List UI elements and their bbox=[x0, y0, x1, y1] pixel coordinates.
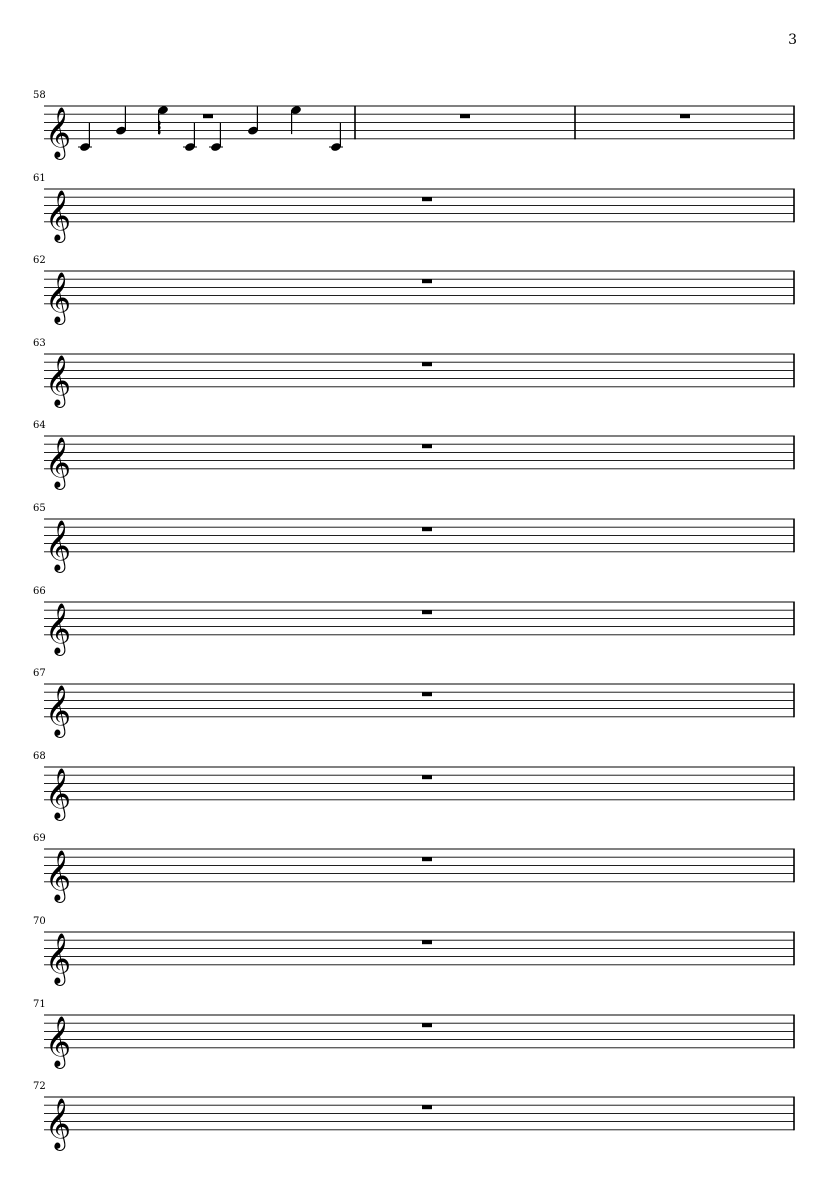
staff-lines bbox=[44, 189, 794, 222]
staff-system bbox=[0, 916, 835, 984]
staff-system bbox=[0, 750, 835, 819]
svg-text:𝄞: 𝄞 bbox=[45, 189, 72, 241]
staff-system bbox=[0, 337, 835, 406]
staff-lines bbox=[44, 106, 794, 139]
treble-clef-icon bbox=[45, 437, 71, 490]
staff-system bbox=[0, 420, 835, 489]
whole-rest bbox=[422, 362, 432, 366]
note bbox=[183, 123, 197, 152]
staff bbox=[0, 98, 835, 158]
svg-text:𝄞: 𝄞 bbox=[45, 602, 72, 654]
staff-lines bbox=[44, 271, 794, 304]
measure-number: 62 bbox=[33, 255, 46, 267]
svg-text:𝄞: 𝄞 bbox=[45, 437, 72, 489]
whole-rest bbox=[422, 197, 432, 201]
staff-system bbox=[0, 255, 835, 323]
treble-clef-icon bbox=[45, 107, 71, 160]
staff-system bbox=[0, 585, 835, 654]
svg-text:𝄞: 𝄞 bbox=[45, 850, 72, 902]
measure-number: 69 bbox=[33, 833, 46, 845]
note bbox=[115, 107, 127, 136]
staff-system bbox=[0, 90, 835, 158]
staff-lines bbox=[44, 932, 794, 965]
treble-clef-icon bbox=[45, 933, 71, 986]
rest bbox=[203, 114, 213, 118]
svg-text:𝄞: 𝄞 bbox=[45, 519, 72, 571]
treble-clef-icon bbox=[45, 1015, 71, 1068]
whole-rest bbox=[460, 114, 470, 118]
staff bbox=[0, 759, 835, 819]
staff bbox=[0, 428, 835, 488]
staff bbox=[0, 1089, 835, 1149]
staff-lines bbox=[44, 849, 794, 882]
staff-lines bbox=[44, 684, 794, 717]
note bbox=[209, 123, 223, 152]
treble-clef-icon bbox=[45, 850, 71, 903]
note bbox=[157, 105, 169, 134]
staff bbox=[0, 511, 835, 571]
staff-lines bbox=[44, 354, 794, 387]
measure-number: 64 bbox=[33, 420, 46, 432]
staff-lines bbox=[44, 602, 794, 635]
staff bbox=[0, 263, 835, 323]
measure-number: 65 bbox=[33, 503, 46, 514]
staff-lines bbox=[44, 519, 794, 552]
svg-text:𝄞: 𝄞 bbox=[45, 932, 72, 984]
measure-number: 63 bbox=[33, 337, 46, 349]
whole-rest bbox=[422, 858, 432, 862]
measure-number: 71 bbox=[33, 998, 46, 1010]
staff-system bbox=[0, 833, 835, 902]
staff bbox=[0, 676, 835, 736]
staff-lines bbox=[44, 767, 794, 800]
measure-number: 67 bbox=[33, 668, 46, 680]
whole-rest bbox=[422, 940, 432, 944]
staff bbox=[0, 1007, 835, 1067]
whole-rest bbox=[422, 692, 432, 696]
staff bbox=[0, 346, 835, 406]
treble-clef-icon bbox=[45, 189, 71, 242]
measure-number: 58 bbox=[33, 90, 46, 101]
whole-rest bbox=[422, 445, 432, 449]
note bbox=[290, 105, 302, 134]
svg-text:𝄞: 𝄞 bbox=[45, 354, 72, 406]
measure-number: 61 bbox=[33, 172, 46, 184]
staff bbox=[0, 924, 835, 984]
staff-lines bbox=[44, 436, 794, 469]
whole-rest bbox=[422, 610, 432, 614]
svg-text:𝄞: 𝄞 bbox=[45, 106, 72, 158]
treble-clef-icon bbox=[45, 1098, 71, 1151]
svg-text:𝄞: 𝄞 bbox=[45, 684, 72, 736]
treble-clef-icon bbox=[45, 272, 71, 325]
staff-system bbox=[0, 998, 835, 1067]
svg-text:𝄞: 𝄞 bbox=[45, 1097, 72, 1149]
staff-system bbox=[0, 1081, 835, 1149]
staff-lines bbox=[44, 1097, 794, 1130]
measure-number: 66 bbox=[33, 585, 46, 597]
measure-number: 68 bbox=[33, 750, 46, 762]
whole-rest bbox=[422, 527, 432, 531]
staff bbox=[0, 181, 835, 241]
whole-rest bbox=[680, 114, 690, 118]
staff-lines bbox=[44, 1015, 794, 1048]
treble-clef-icon bbox=[45, 768, 71, 821]
note bbox=[247, 107, 259, 136]
staff-system bbox=[0, 172, 835, 241]
whole-rest bbox=[422, 1023, 432, 1027]
measure-number: 70 bbox=[33, 916, 46, 927]
staff-system bbox=[0, 668, 835, 736]
treble-clef-icon bbox=[45, 355, 71, 408]
measure-number: 72 bbox=[33, 1081, 46, 1093]
treble-clef-icon bbox=[45, 520, 71, 573]
treble-clef-icon bbox=[45, 685, 71, 738]
whole-rest bbox=[422, 279, 432, 283]
whole-rest bbox=[422, 1105, 432, 1109]
staff bbox=[0, 841, 835, 901]
svg-text:𝄞: 𝄞 bbox=[45, 1015, 72, 1067]
note bbox=[329, 123, 343, 152]
svg-text:𝄞: 𝄞 bbox=[45, 271, 72, 323]
treble-clef-icon bbox=[45, 602, 71, 655]
note bbox=[78, 123, 92, 152]
page-number: 3 bbox=[788, 32, 797, 48]
staff-system bbox=[0, 503, 835, 571]
staff bbox=[0, 594, 835, 654]
whole-rest bbox=[422, 775, 432, 779]
svg-text:𝄞: 𝄞 bbox=[45, 767, 72, 819]
